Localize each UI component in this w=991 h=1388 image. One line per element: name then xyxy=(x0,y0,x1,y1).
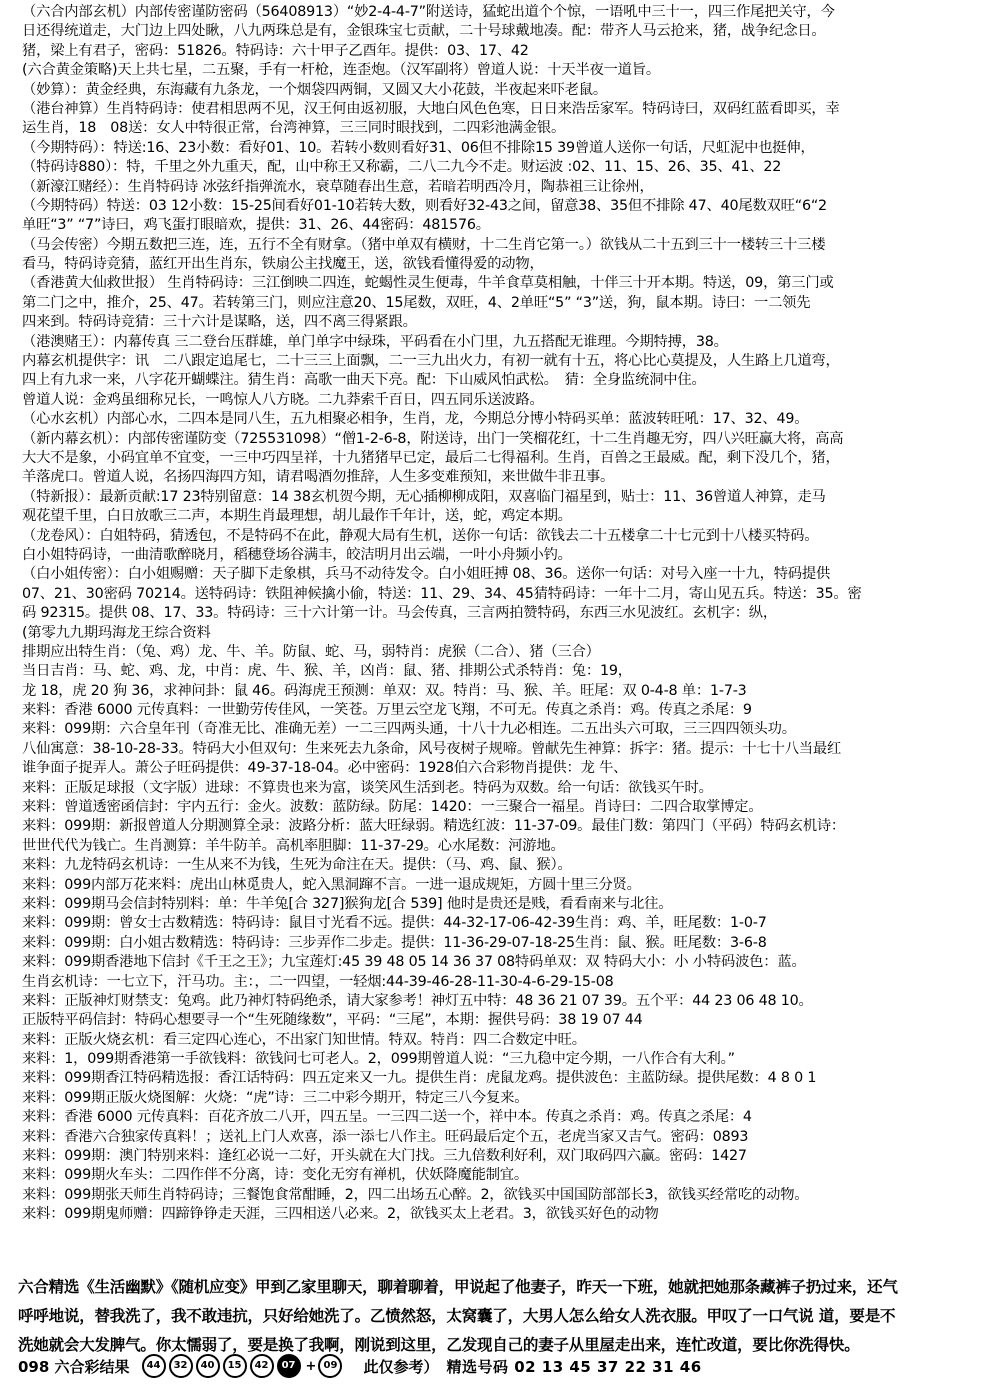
result-ball: 07 xyxy=(277,1354,301,1378)
text-line: 第二门之中，推介，25、47。若转第三门，则应注意20、15尾数，双旺，4、2单旺“5” “3”送，狗，鼠本期。诗曰：一二领先 xyxy=(22,294,811,311)
text-line: （白小姐传密）：白小姐赐赠：天子脚下走象棋，兵马不动待发令。白小姐旺搏 08、36。送你一句话：对号入座一十九，特码提供 xyxy=(22,566,831,583)
text-line: （新濠江赌经）：生肖特码诗 冰弦纤指弹流水，衰草随春出生意，若暗若明西冷月，陶恭祖三让徐州， xyxy=(22,178,654,195)
humor-story xyxy=(18,1273,978,1360)
text-line: 来料：正版神灯财禁支：兔鸡。此乃神灯特码绝杀，请大家参考！神灯五中特：48 36 21 07 39。五个平：44 23 06 48 10。 xyxy=(22,992,813,1009)
text-line: （心水玄机）内部心水，二四本是同八生，五九相聚必相争，生肖，龙，今期总分博小特码买单：蓝波转旺吼：17、32、49。 xyxy=(22,411,809,428)
text-line: 来料：曾道透密函信封：宇内五行：金火。波数：蓝防绿。防尾：1420：一三聚合一福星。肖诗曰：二四合取掌博定。 xyxy=(22,799,763,816)
text-line: 来料：香港 6000 元传真料：百花齐放二八开，四五呈。一三四二送一个，祥中本。传真之杀肖：鸡。传真之杀尾：4 xyxy=(22,1109,752,1126)
result-ball: 32 xyxy=(169,1354,193,1378)
text-line: 内幕玄机提供字：讯 二八跟定追尾七，二十三三上面飘，二一三九出火力，有初一就有十五，将心比心莫提及，人生路上几道弯， xyxy=(22,353,840,370)
text-line: 看马，特码诗竞猜，蓝红开出生肖东，铁扇公主找魔王，送，欲钱看懂得爱的动物， xyxy=(22,256,544,273)
text-line: 观花望千里，白日放歌三二声，本期生肖最理想，胡儿最作千年计，送，蛇，鸡定本期。 xyxy=(22,508,572,525)
text-line: 运生肖，18 08送：女人中特很正常，台湾神算，三三同时眼找到，二四彩池满金银。 xyxy=(22,120,566,137)
text-line: 正版特平码信封：特码心想要寻一个“生死随缘数”，平码：“三尾”，本期：握供号码：38 19 07 44 xyxy=(22,1012,643,1029)
text-line: 来料：099期：新报曾道人分期测算全录：波路分析：蓝大旺绿弱。精选红波：11-37-09。最佳门数：第四门（平码）特码玄机诗： xyxy=(22,818,846,835)
text-line: （今期特码）：特送:16、23小数：看好01、10。若转小数则看好31、06但不排除15 39曾道人送你一句话，尺虹泥中也挺伸， xyxy=(22,139,815,156)
text-line: 来料：099期：六合皇年刊（奇准无比、准确无差）一二三四两头通，十八十九必相连。二五出头六可取，三三四四领头功。 xyxy=(22,721,796,738)
result-label: 098 六合彩结果 xyxy=(18,1357,130,1376)
text-line: （港澳赌王）：内幕传真 三二登台压群雄，单门单字中绿珠，平码看在小门里，九五搭配无谁理。今期特搏，38。 xyxy=(22,333,728,350)
text-line: 来料：099期香港地下信封《千王之王》；九宝莲灯:45 39 48 05 14 36 37 08特码单双：双 特码大小：小 小特码波色：蓝。 xyxy=(22,954,806,971)
text-line: 07、21、30密码 70214。送特码诗：铁阻神候擒小偷，特送：11、29、34、45猜特码诗：一年十二月，寄山见五兵。特送：35。密 xyxy=(22,585,862,602)
story-line: 六合精选《生活幽默》《随机应变》甲到乙家里聊天，聊着聊着，甲说起了他妻子，昨天一下班，她就把她那条藏裤子扔过来，还气 xyxy=(18,1278,898,1296)
text-line: （六合内部玄机）内部传密谨防密码（56408913）“妙2-4-4-7”附送诗，猛蛇出道个个惊，一语吼中三十一，四三作尾把关守，今 xyxy=(22,4,835,20)
text-line: （龙卷风）：白姐特码，猜透包，不是特码不在此，静观大局有生机，送你一句话：欲钱去二十五楼拿二十七元到十八楼买特码。 xyxy=(22,527,819,544)
text-line: 羊落虎口。曾道人说，名扬四海四方知，请君喝酒勿推辞，人生多变难预知，来世做牛非丑事。 xyxy=(22,469,615,486)
text-line: （香港黄大仙救世报） 生肖特码诗：三江倒映二四连，蛇蝎性灵生便毒，牛羊食草莫相触，十伴三十开本期。特送，09，第三门或 xyxy=(22,275,834,292)
text-line: 四来到。特码诗竞猜：三十六计是谋略，送，四不离三得紧跟。 xyxy=(22,314,417,331)
text-line: 大大不是象，小码宜单不宜变，一三中巧四呈祥，十九猪猪早已定，最后二七得福利。生肖，百兽之王最威。配，剩下没几个，猪， xyxy=(22,449,840,466)
pick-numbers: 精选号码 02 13 45 37 22 31 46 xyxy=(446,1357,702,1376)
text-line: 来料：1，099期香港第一手欲钱料：欲钱问七可老人。2，099期曾道人说：“三九稳中定今期，一八作合有大利。” xyxy=(22,1051,735,1068)
text-line: 来料：099期：澳门特别来料：逢红必说一二好，开头就在大门找。三九倍数利好利，双门取码四六赢。密码：1427 xyxy=(22,1148,747,1165)
plus-sign: + xyxy=(305,1358,317,1374)
text-line: （妙算）：黄金经典，东海藏有九条龙，一个烟袋四两铜，又圆又大小花鼓，半夜起来吓老鼠。 xyxy=(22,81,607,98)
text-line: 生肖玄机诗：一七立下，汗马功。主：，二一四望，一轻烟:44-39-46-28-11-30-4-6-29-15-08 xyxy=(22,973,614,990)
text-line: 来料：099期香江特码精选报：香江话特码：四五定来又一九。提供生肖：虎鼠龙鸡。提供波色：主蓝防绿。提供尾数：4 8 0 1 xyxy=(22,1070,817,1087)
text-line: (第零九九期玛海龙王综合资料 xyxy=(22,624,211,641)
text-line: 世世代代为钱亡。生肖测算：羊牛防羊。高机率胆脚：11-37-29。心水尾数：河游地。 xyxy=(22,837,565,854)
result-balls xyxy=(142,1354,346,1378)
result-ball: 15 xyxy=(223,1354,247,1378)
text-line: 八仙寓意：38-10-28-33。特码大小但双句：生来死去九条命，风号夜树子规啼。曾献先生神算：拆字：猪。提示：十七十八当最红 xyxy=(22,740,842,757)
text-line: （马会传密）今期五数把三连，连，五行不全有财拿。（猪中单双有横财，十二生肖它第一。）欲钱从二十五到三十一楼转三十三楼 xyxy=(22,236,826,253)
text-line: 码 92315。提供 08、17、33。特码诗：三十六计第一计。马会传真，三言两拍赞特码，东西三水见波红。玄机字：纵， xyxy=(22,605,777,622)
text-line: 来料：099内部万花来料：虎出山林觅贵人，蛇入黑洞蹿不言。一进一退成规矩，方圆十里三分贤。 xyxy=(22,876,641,893)
reference-note: 此仅参考） xyxy=(363,1357,439,1376)
text-line: 排期应出特生肖：（兔、鸡）龙、牛、羊。防鼠、蛇、马，弱特肖：虎猴（二合）、猪（三合） xyxy=(22,643,600,660)
text-line: 来料：099期火车头：二四作伴不分离，诗：变化无穷有禅机，伏妖降魔能制宜。 xyxy=(22,1167,528,1184)
text-line: (六合黄金策略)天上共七星，二五聚，手有一杆枪，连歪炮。（汉军副将）曾道人说：十天半夜一道旨。 xyxy=(22,62,660,79)
text-line: 来料：099期：白小姐古数精选：特码诗：三步弄作二步走。提供：11-36-29-07-18-25生肖：鼠、猴。旺尾数：3-6-8 xyxy=(22,934,767,951)
text-line: 来料：099期马会信封特别料：单：牛羊兔[合 327]猴狗龙[合 539] 他时是贵还是贱，看看南来与北往。 xyxy=(22,895,673,912)
text-line: 谁争面子捉弄人。萧公子旺码提供：49-37-18-04。必中密码：1928伯六合彩物肖提供：龙 牛、 xyxy=(22,760,628,777)
text-line: 来料：香港 6000 元传真料：一世勤劳传佳风，一笑苍。万里云空龙飞翔，不可无。传真之杀肖：鸡。传真之杀尾：9 xyxy=(22,702,752,719)
text-line: （新内幕玄机）：内部传密谨防变（725531098）“僧1-2-6-8，附送诗，出门一笑榴花红，十二生肖趣无穷，四八兴旺赢大将，高高 xyxy=(22,430,844,447)
text-line: 单旺“3” “7”诗曰，鸡飞蛋打眼暗欢，提供：31、26、44密码：481576。 xyxy=(22,217,490,234)
result-row xyxy=(18,1352,702,1380)
text-line: 日还得统道走，大门边上四处瞅，八九两珠总是有，金银珠宝七贡献，二十号球戴地凑。配：带齐人马云抢来，猪，战争纪念日。 xyxy=(22,23,826,40)
story-line: 呼呼地说，替我洗了，我不敢违抗，只好给她洗了。乙愤然怒，太窝囊了，大男人怎么给女人洗衣服。甲叹了一口气说 道，要是不 xyxy=(18,1307,896,1325)
text-line: 四上有九求一来，八字花开蝴蝶注。猜生肖：高歌一曲天下亮。配：下山威风怕武松。 猜：全身监统洞中住。 xyxy=(22,372,706,389)
text-line: 来料：香港六合独家传真料！；送礼上门人欢喜，添一添七八作主。旺码最后定个五，老虎当家又吉气。密码：0893 xyxy=(22,1128,749,1145)
result-ball: 42 xyxy=(250,1354,274,1378)
text-line: （今期特码）特送：03 12小数：15-25间看好01-10若转大数，则看好32-43之间，留意38、35但不排除 47、40尾数双旺“6“2 xyxy=(22,197,827,214)
special-ball: 09 xyxy=(318,1354,342,1378)
story-line: 洗她就会大发脾气。你太懦弱了，要是换了我啊，刚说到这里，乙发现自己的妻子从里屋走出来，连忙改道，要比你洗得快。 xyxy=(18,1336,860,1354)
text-line: 白小姐特码诗，一曲清歌醉晓月，稻穗登场谷满丰，皎洁明月出云端，一叶小舟频小钓。 xyxy=(22,546,572,563)
text-line: 龙 18，虎 20 狗 36，求神问卦：鼠 46。码海虎王预测：单双：双。特肖：马、猴、羊。旺尾：双 0-4-8 单：1-7-3 xyxy=(22,682,747,699)
text-line: 来料：正版火烧玄机：看三定四心连心，不出家门知世情。特双。特肖：四二合数定中旺。 xyxy=(22,1031,586,1048)
text-line: 来料：099期：曾女士古数精选：特码诗：鼠目寸光看不远。提供：44-32-17-06-42-39生肖：鸡、羊，旺尾数：1-0-7 xyxy=(22,915,767,932)
result-ball: 40 xyxy=(196,1354,220,1378)
result-ball: 44 xyxy=(142,1354,166,1378)
text-line: （港台神算）生肖特码诗：使君相思两不见，汉王何由返初服，大地白风色色寒，日日来浩岳家军。特码诗曰，双码红蓝看即买，幸 xyxy=(22,100,840,117)
text-line: 曾道人说：金鸡虽细称兄长，一鸣惊人八方晓。二九莽索千百日，四五同乐送波路。 xyxy=(22,391,544,408)
text-line: 来料：九龙特码玄机诗：一生从来不为钱，生死为命注在天。提供：（马、鸡、鼠、猴）。 xyxy=(22,857,572,874)
text-line: （特码诗880）：特，千里之外九重天，配，山中称王又称霸，二八二九今不走。财运波 :02、11、15、26、35、41、22 xyxy=(22,159,782,176)
text-block xyxy=(22,3,977,1225)
text-line: （特新报）：最新贡献:17 23特别留意：14 38玄机贺今期，无心插柳柳成阳，双喜临门福星到，贴士：11、36曾道人神算，走马 xyxy=(22,488,826,505)
text-line: 来料：099期张天师生肖特码诗；三餐饱食常酣睡，2，四二出场五心醉。2，欲钱买中国国防部部长3，欲钱买经常吃的动物。 xyxy=(22,1186,809,1203)
text-line: 来料：099期正版火烧图解：火烧：“虎”诗：三二中彩今期开，特定三八今复来。 xyxy=(22,1089,529,1106)
text-line: 当日吉肖：马、蛇、鸡、龙，中肖：虎、牛、猴、羊，凶肖：鼠、猪、排期公式杀特肖：兔：19， xyxy=(22,663,632,680)
text-line: 来料：099期鬼师赠：四蹄铮铮走天涯，三四相送八必来。2，欲钱买太上老君。3，欲钱买好色的动物 xyxy=(22,1206,659,1223)
text-line: 猪，梁上有君子，密码：51826。特码诗：六十甲子乙酉年。提供：03、17、42 xyxy=(22,42,529,59)
text-line: 来料：正版足球报（文字版）进球：不算贵也来为富，谈笑风生活到老。特码为双数。给一句话：欲钱买午时。 xyxy=(22,779,713,796)
